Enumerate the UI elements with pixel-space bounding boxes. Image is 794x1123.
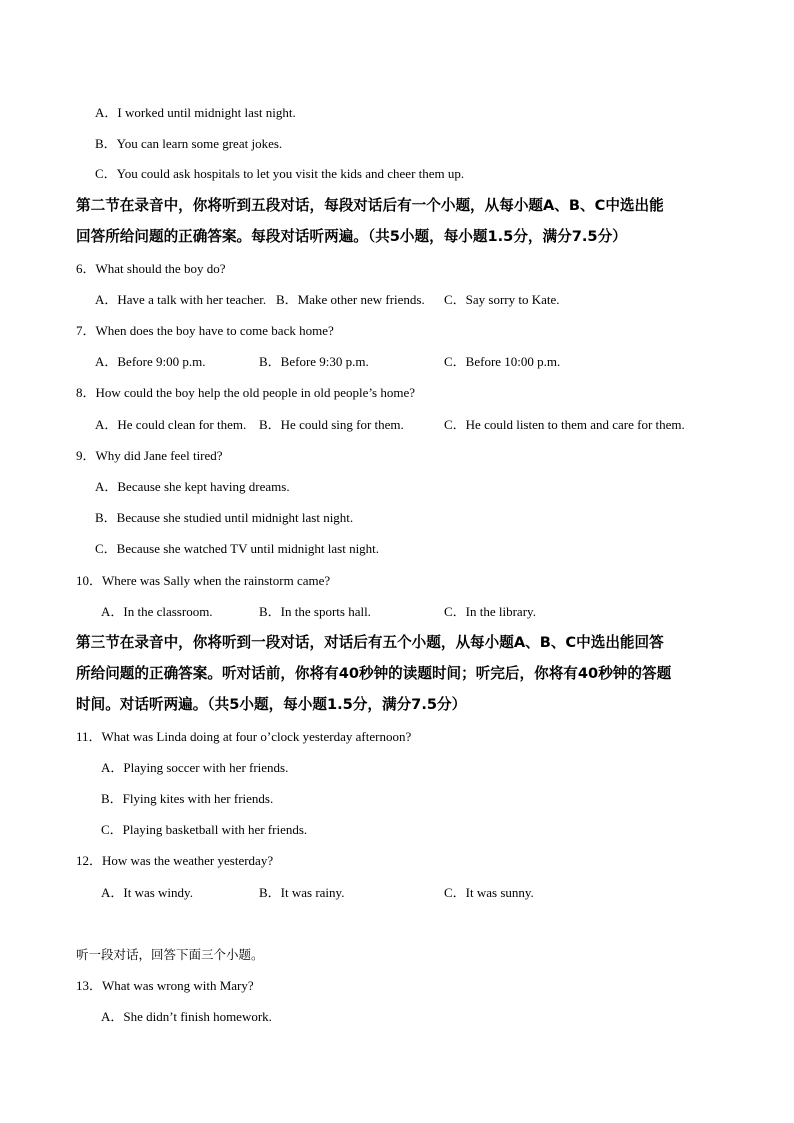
q6-option-c: C．Say sorry to Kate. bbox=[444, 292, 560, 307]
q9-option-a: A．Because she kept having dreams. bbox=[95, 479, 290, 494]
top-option-a: A．I worked until midnight last night. bbox=[95, 105, 296, 120]
q6-option-b: B．Make other new friends. bbox=[276, 292, 425, 307]
q12-option-a: A．It was windy. bbox=[101, 885, 193, 900]
q11-option-b: B．Flying kites with her friends. bbox=[101, 791, 274, 806]
q8-option-c: C．He could listen to them and care for them. bbox=[444, 417, 685, 432]
section-3-line-3: 时间。对话听两遍。（共5小题，每小题1.5分，满分7.5分） bbox=[76, 696, 467, 713]
section-3-line-2: 所给问题的正确答案。听对话前，你将有40秒钟的读题时间；听完后，你将有40秒钟的答题 bbox=[76, 665, 672, 682]
q13-option-a: A．She didn’t finish homework. bbox=[101, 1009, 272, 1024]
q9-option-c: C．Because she watched TV until midnight last night. bbox=[95, 541, 380, 556]
q9-option-b: B．Because she studied until midnight last night. bbox=[95, 510, 354, 525]
q11-option-c: C．Playing basketball with her friends. bbox=[101, 822, 308, 837]
q10-option-c: C．In the library. bbox=[444, 604, 536, 619]
question-12: 12．How was the weather yesterday? bbox=[76, 853, 274, 868]
question-13: 13．What was wrong with Mary? bbox=[76, 978, 254, 993]
q8-option-b: B．He could sing for them. bbox=[259, 417, 404, 432]
top-option-c: C．You could ask hospitals to let you visit the kids and cheer them up. bbox=[95, 166, 465, 181]
section-2-instructions bbox=[76, 190, 726, 252]
question-6: 6．What should the boy do? bbox=[76, 261, 226, 276]
top-option-b: B．You can learn some great jokes. bbox=[95, 136, 283, 151]
q10-option-b: B．In the sports hall. bbox=[259, 604, 371, 619]
section-2-line-2: 回答所给问题的正确答案。每段对话听两遍。（共5小题，每小题1.5分，满分7.5分） bbox=[76, 228, 627, 245]
question-11: 11．What was Linda doing at four o’clock yesterday afternoon? bbox=[76, 729, 412, 744]
question-9: 9．Why did Jane feel tired? bbox=[76, 448, 223, 463]
q11-option-a: A．Playing soccer with her friends. bbox=[101, 760, 289, 775]
section-3-line-1: 第三节在录音中，你将听到一段对话，对话后有五个小题，从每小题A、B、C中选出能回答 bbox=[76, 634, 664, 651]
q7-option-a: A．Before 9:00 p.m. bbox=[95, 354, 206, 369]
q7-option-c: C．Before 10:00 p.m. bbox=[444, 354, 561, 369]
q10-option-a: A．In the classroom. bbox=[101, 604, 213, 619]
section-3-instructions bbox=[76, 627, 726, 720]
q8-option-a: A．He could clean for them. bbox=[95, 417, 247, 432]
question-10: 10．Where was Sally when the rainstorm came? bbox=[76, 573, 331, 588]
q7-option-b: B．Before 9:30 p.m. bbox=[259, 354, 369, 369]
question-8: 8．How could the boy help the old people in old people’s home? bbox=[76, 385, 416, 400]
section-2-line-1: 第二节在录音中，你将听到五段对话，每段对话后有一个小题，从每小题A、B、C中选出能 bbox=[76, 197, 664, 214]
q12-option-b: B．It was rainy. bbox=[259, 885, 345, 900]
listen-note: 听一段对话，回答下面三个小题。 bbox=[76, 947, 264, 962]
question-7: 7．When does the boy have to come back home? bbox=[76, 323, 334, 338]
q6-option-a: A．Have a talk with her teacher. bbox=[95, 292, 267, 307]
q12-option-c: C．It was sunny. bbox=[444, 885, 534, 900]
